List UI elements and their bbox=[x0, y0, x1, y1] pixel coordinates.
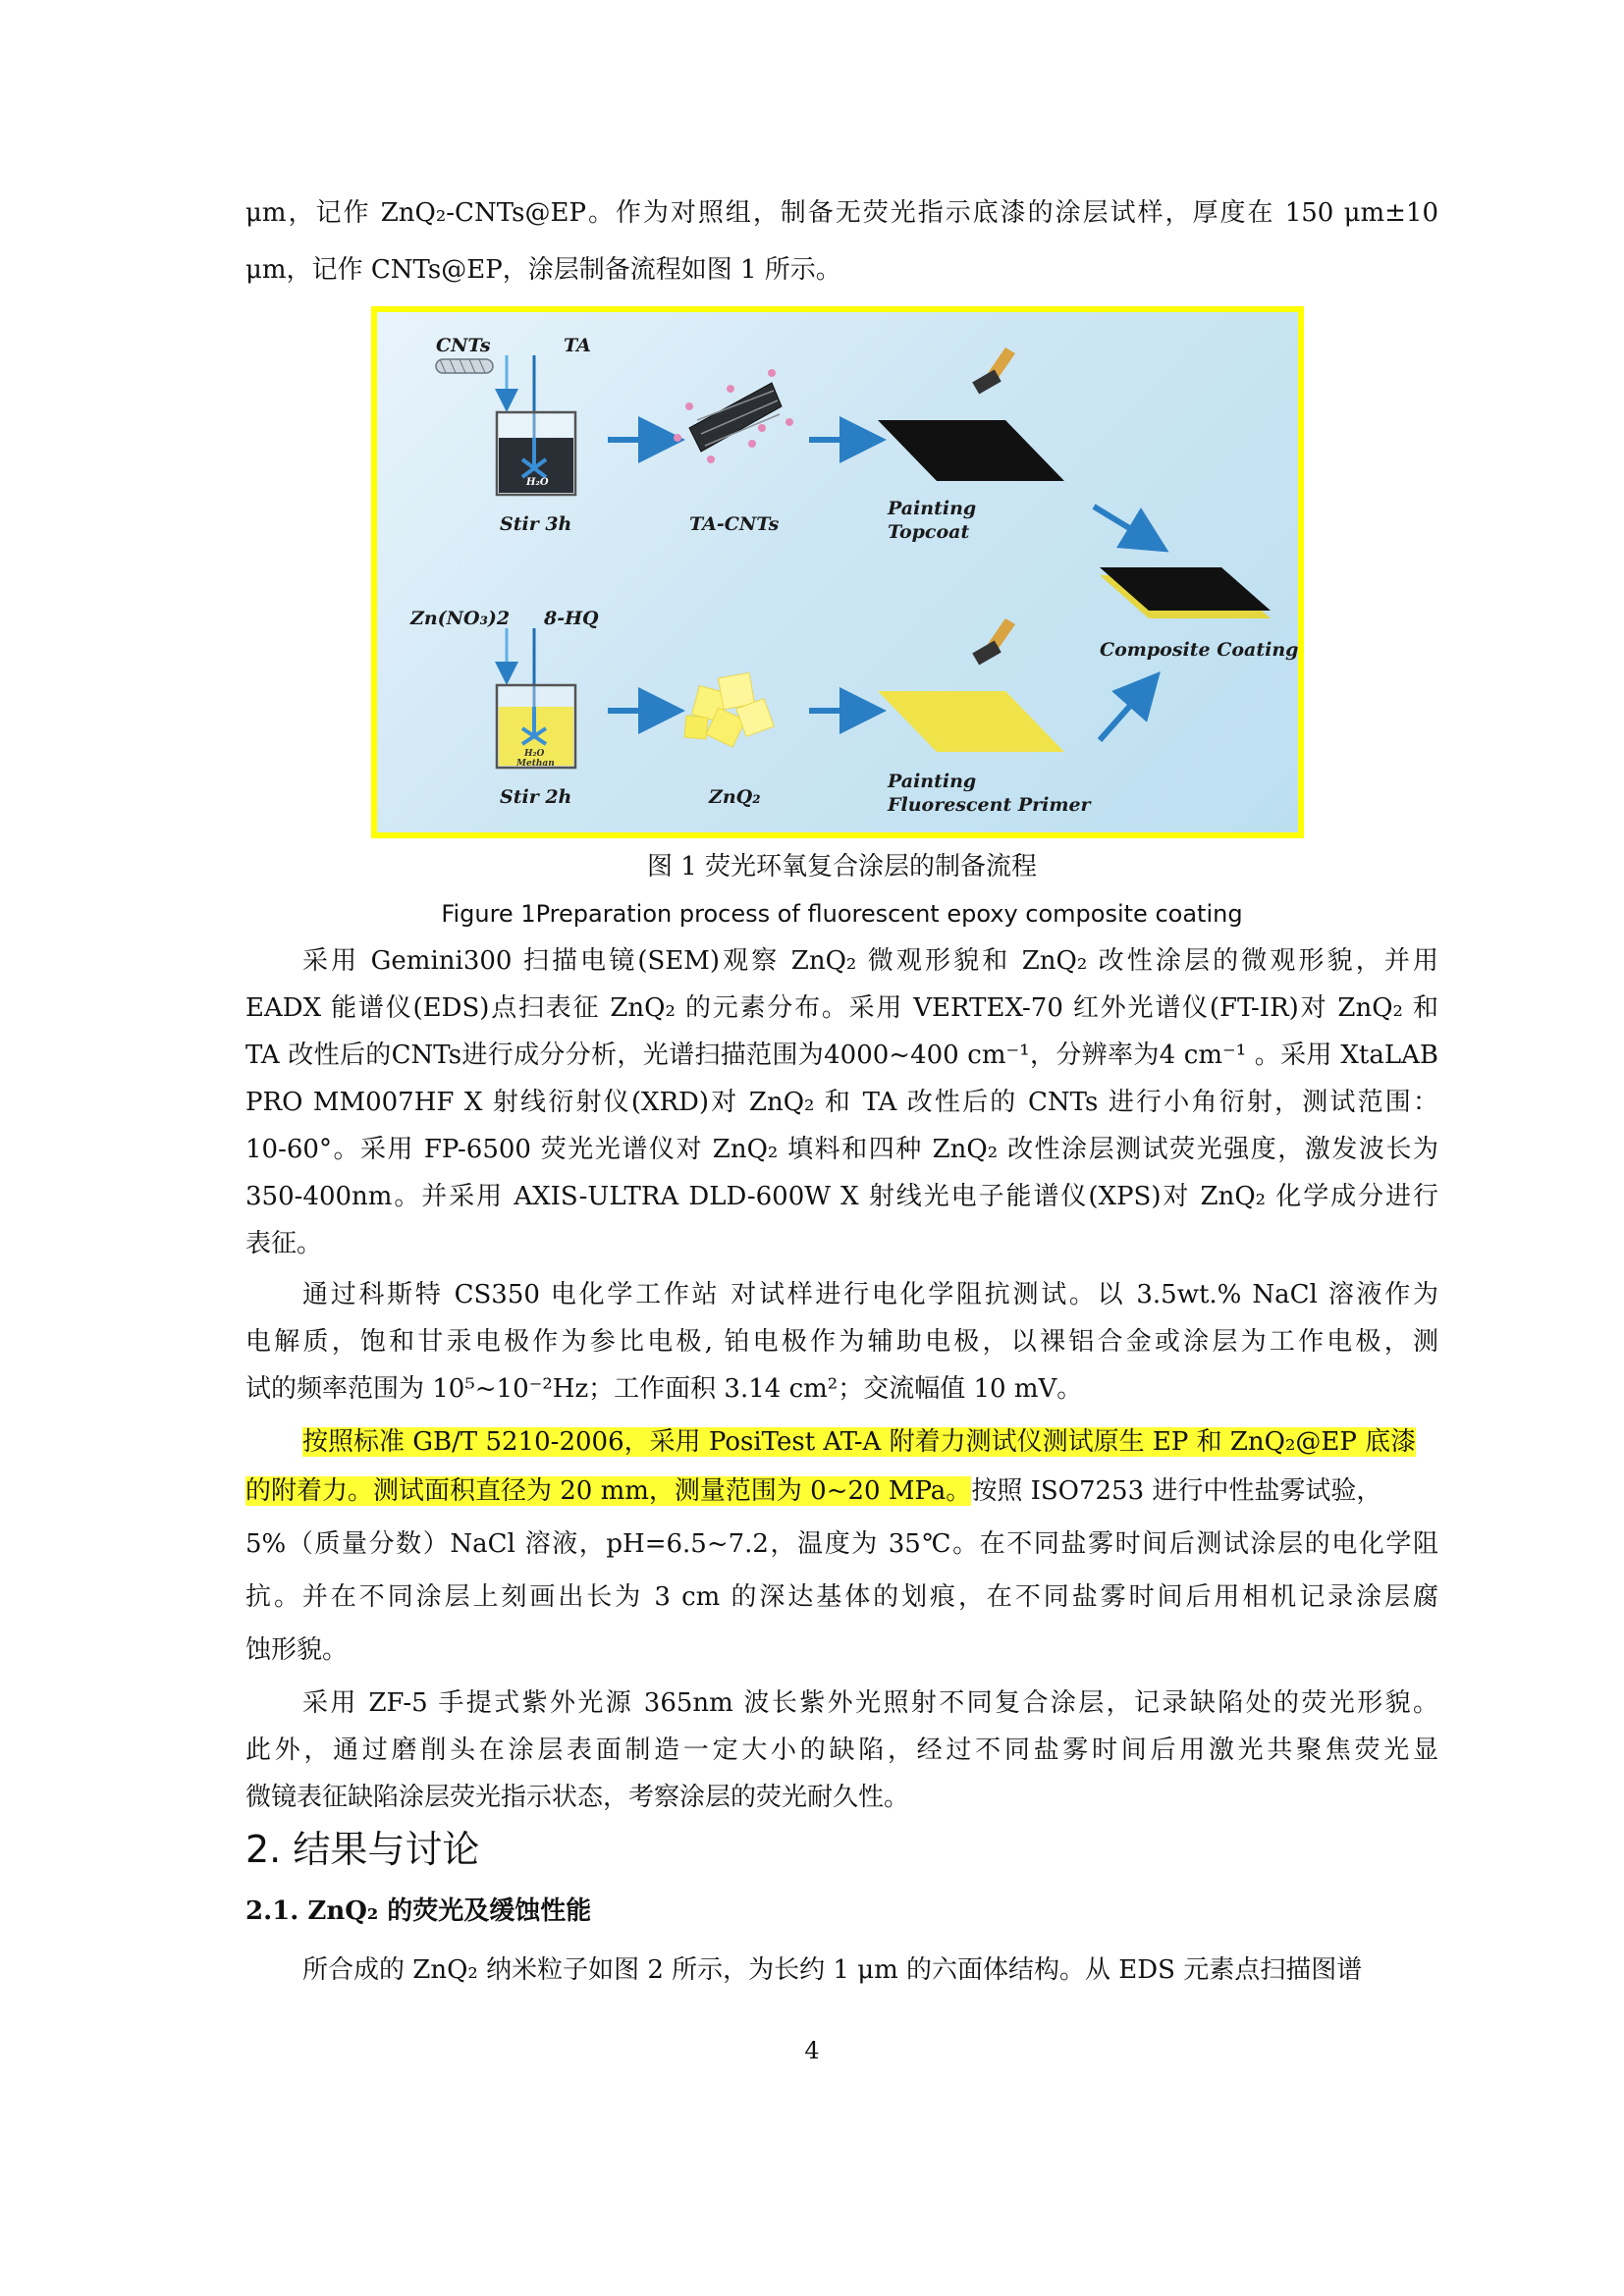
body-text-line: 蚀形貌。 bbox=[245, 1635, 349, 1665]
ta-cnts-icon bbox=[674, 369, 793, 463]
label-methan: Methan bbox=[516, 759, 555, 769]
label-8hq: 8-HQ bbox=[544, 608, 599, 629]
body-text-line: μm，记作 CNTs@EP，涂层制备流程如图 1 所示。 bbox=[245, 255, 841, 285]
subsection-heading: 2.1. ZnQ₂ 的荧光及缓蚀性能 bbox=[245, 1896, 592, 1926]
body-text-line: 采用 ZF-5 手提式紫外光源 365nm 波长紫外光照射不同复合涂层，记录缺陷处的荧光形貌。 bbox=[302, 1688, 1438, 1718]
highlighted-text: 的附着力。测试面积直径为 20 mm，测量范围为 0~20 MPa。 bbox=[245, 1476, 972, 1506]
body-text-line: 电解质，饱和甘汞电极作为参比电极, 铂电极作为辅助电极，以裸铝合金或涂层为工作电极，测 bbox=[245, 1327, 1438, 1357]
body-text-line: 通过科斯特 CS350 电化学工作站 对试样进行电化学阻抗测试。以 3.5wt.% NaCl 溶液作为 bbox=[302, 1280, 1438, 1309]
cnt-tube-icon bbox=[436, 359, 493, 373]
figure-caption-en: Figure 1Preparation process of fluorescent epoxy composite coating bbox=[441, 900, 1243, 928]
label-fluorescent-primer: Fluorescent Primer bbox=[888, 794, 1091, 816]
preparation-flow-diagram bbox=[377, 312, 1298, 832]
flow-arrow bbox=[1094, 507, 1149, 540]
znq2-crystals-icon bbox=[684, 672, 774, 746]
figure-1-panel bbox=[377, 312, 1298, 832]
highlighted-text: 按照标准 GB/T 5210-2006，采用 PosiTest AT-A 附着力测试仪测试原生 EP 和 ZnQ₂@EP 底漆 bbox=[302, 1427, 1417, 1457]
primer-plate bbox=[878, 691, 1064, 752]
page-number: 4 bbox=[804, 2037, 820, 2064]
body-text-line: PRO MM007HF X 射线衍射仪(XRD)对 ZnQ₂ 和 TA 改性后的 CNTs 进行小角衍射，测试范围： bbox=[245, 1088, 1438, 1117]
label-ta-cnts: TA-CNTs bbox=[689, 513, 780, 535]
label-cnts: CNTs bbox=[436, 335, 491, 356]
label-stir-3h: Stir 3h bbox=[500, 513, 572, 535]
paint-brush-icon bbox=[972, 618, 1015, 666]
paint-brush-icon bbox=[972, 347, 1015, 395]
body-text-line: 微镜表征缺陷涂层荧光指示状态，考察涂层的荧光耐久性。 bbox=[245, 1783, 910, 1812]
body-text-line: 采用 Gemini300 扫描电镜(SEM)观察 ZnQ₂ 微观形貌和 ZnQ₂ 改性涂层的微观形貌，并用 bbox=[302, 946, 1438, 976]
flow-arrow bbox=[1100, 689, 1145, 740]
body-text-line bbox=[245, 1474, 1438, 1508]
figure-caption-cn: 图 1 荧光环氧复合涂层的制备流程 bbox=[646, 852, 1038, 881]
label-composite-coating: Composite Coating bbox=[1100, 639, 1298, 661]
body-text-line: EADX 能谱仪(EDS)点扫表征 ZnQ₂ 的元素分布。采用 VERTEX-70 红外光谱仪(FT-IR)对 ZnQ₂ 和 bbox=[245, 993, 1438, 1023]
body-text-line: TA 改性后的CNTs进行成分分析，光谱扫描范围为4000~400 cm⁻¹，分辨率为4 cm⁻¹ 。采用 XtaLAB bbox=[245, 1041, 1438, 1070]
section-heading: 2. 结果与讨论 bbox=[245, 1828, 480, 1871]
label-ta: TA bbox=[564, 335, 591, 356]
label-zn-no3: Zn(NO₃)2 bbox=[410, 608, 511, 629]
label-h2o-methan: H₂O bbox=[524, 749, 545, 759]
body-text-line: 试的频率范围为 10⁵~10⁻²Hz；工作面积 3.14 cm²；交流幅值 10 mV。 bbox=[245, 1374, 1083, 1404]
body-text-line: 所合成的 ZnQ₂ 纳米粒子如图 2 所示，为长约 1 μm 的六面体结构。从 EDS 元素点扫描图谱 bbox=[302, 1955, 1363, 1985]
label-h2o: H₂O bbox=[526, 477, 549, 488]
topcoat-plate bbox=[878, 420, 1064, 481]
label-topcoat: Topcoat bbox=[888, 521, 970, 543]
body-text-line: 10-60°。采用 FP-6500 荧光光谱仪对 ZnQ₂ 填料和四种 ZnQ₂ 改性涂层测试荧光强度，激发波长为 bbox=[245, 1135, 1438, 1164]
label-stir-2h: Stir 2h bbox=[500, 786, 572, 808]
body-text-line: 抗。并在不同涂层上刻画出长为 3 cm 的深达基体的划痕，在不同盐雾时间后用相机记录涂层腐 bbox=[245, 1582, 1438, 1612]
body-text-span: 按照 ISO7253 进行中性盐雾试验， bbox=[971, 1476, 1382, 1506]
body-text-line: 350-400nm。并采用 AXIS-ULTRA DLD-600W X 射线光电子能谱仪(XPS)对 ZnQ₂ 化学成分进行 bbox=[245, 1182, 1438, 1211]
body-text-line: μm，记作 ZnQ₂-CNTs@EP。作为对照组，制备无荧光指示底漆的涂层试样，厚度在 150 μm±10 bbox=[245, 198, 1438, 228]
label-painting-topcoat: Painting bbox=[888, 498, 977, 519]
body-text-line: 表征。 bbox=[245, 1229, 323, 1258]
label-painting-primer: Painting bbox=[888, 771, 977, 792]
body-text-line: 5%（质量分数）NaCl 溶液，pH=6.5~7.2，温度为 35℃。在不同盐雾时间后测试涂层的电化学阻 bbox=[245, 1529, 1438, 1559]
composite-coating-plate bbox=[1100, 567, 1271, 618]
label-znq2: ZnQ₂ bbox=[709, 786, 761, 808]
body-text-line: 此外，通过磨削头在涂层表面制造一定大小的缺陷，经过不同盐雾时间后用激光共聚焦荧光显 bbox=[245, 1735, 1438, 1765]
body-text-line bbox=[302, 1425, 1438, 1459]
figure-1 bbox=[371, 306, 1304, 838]
